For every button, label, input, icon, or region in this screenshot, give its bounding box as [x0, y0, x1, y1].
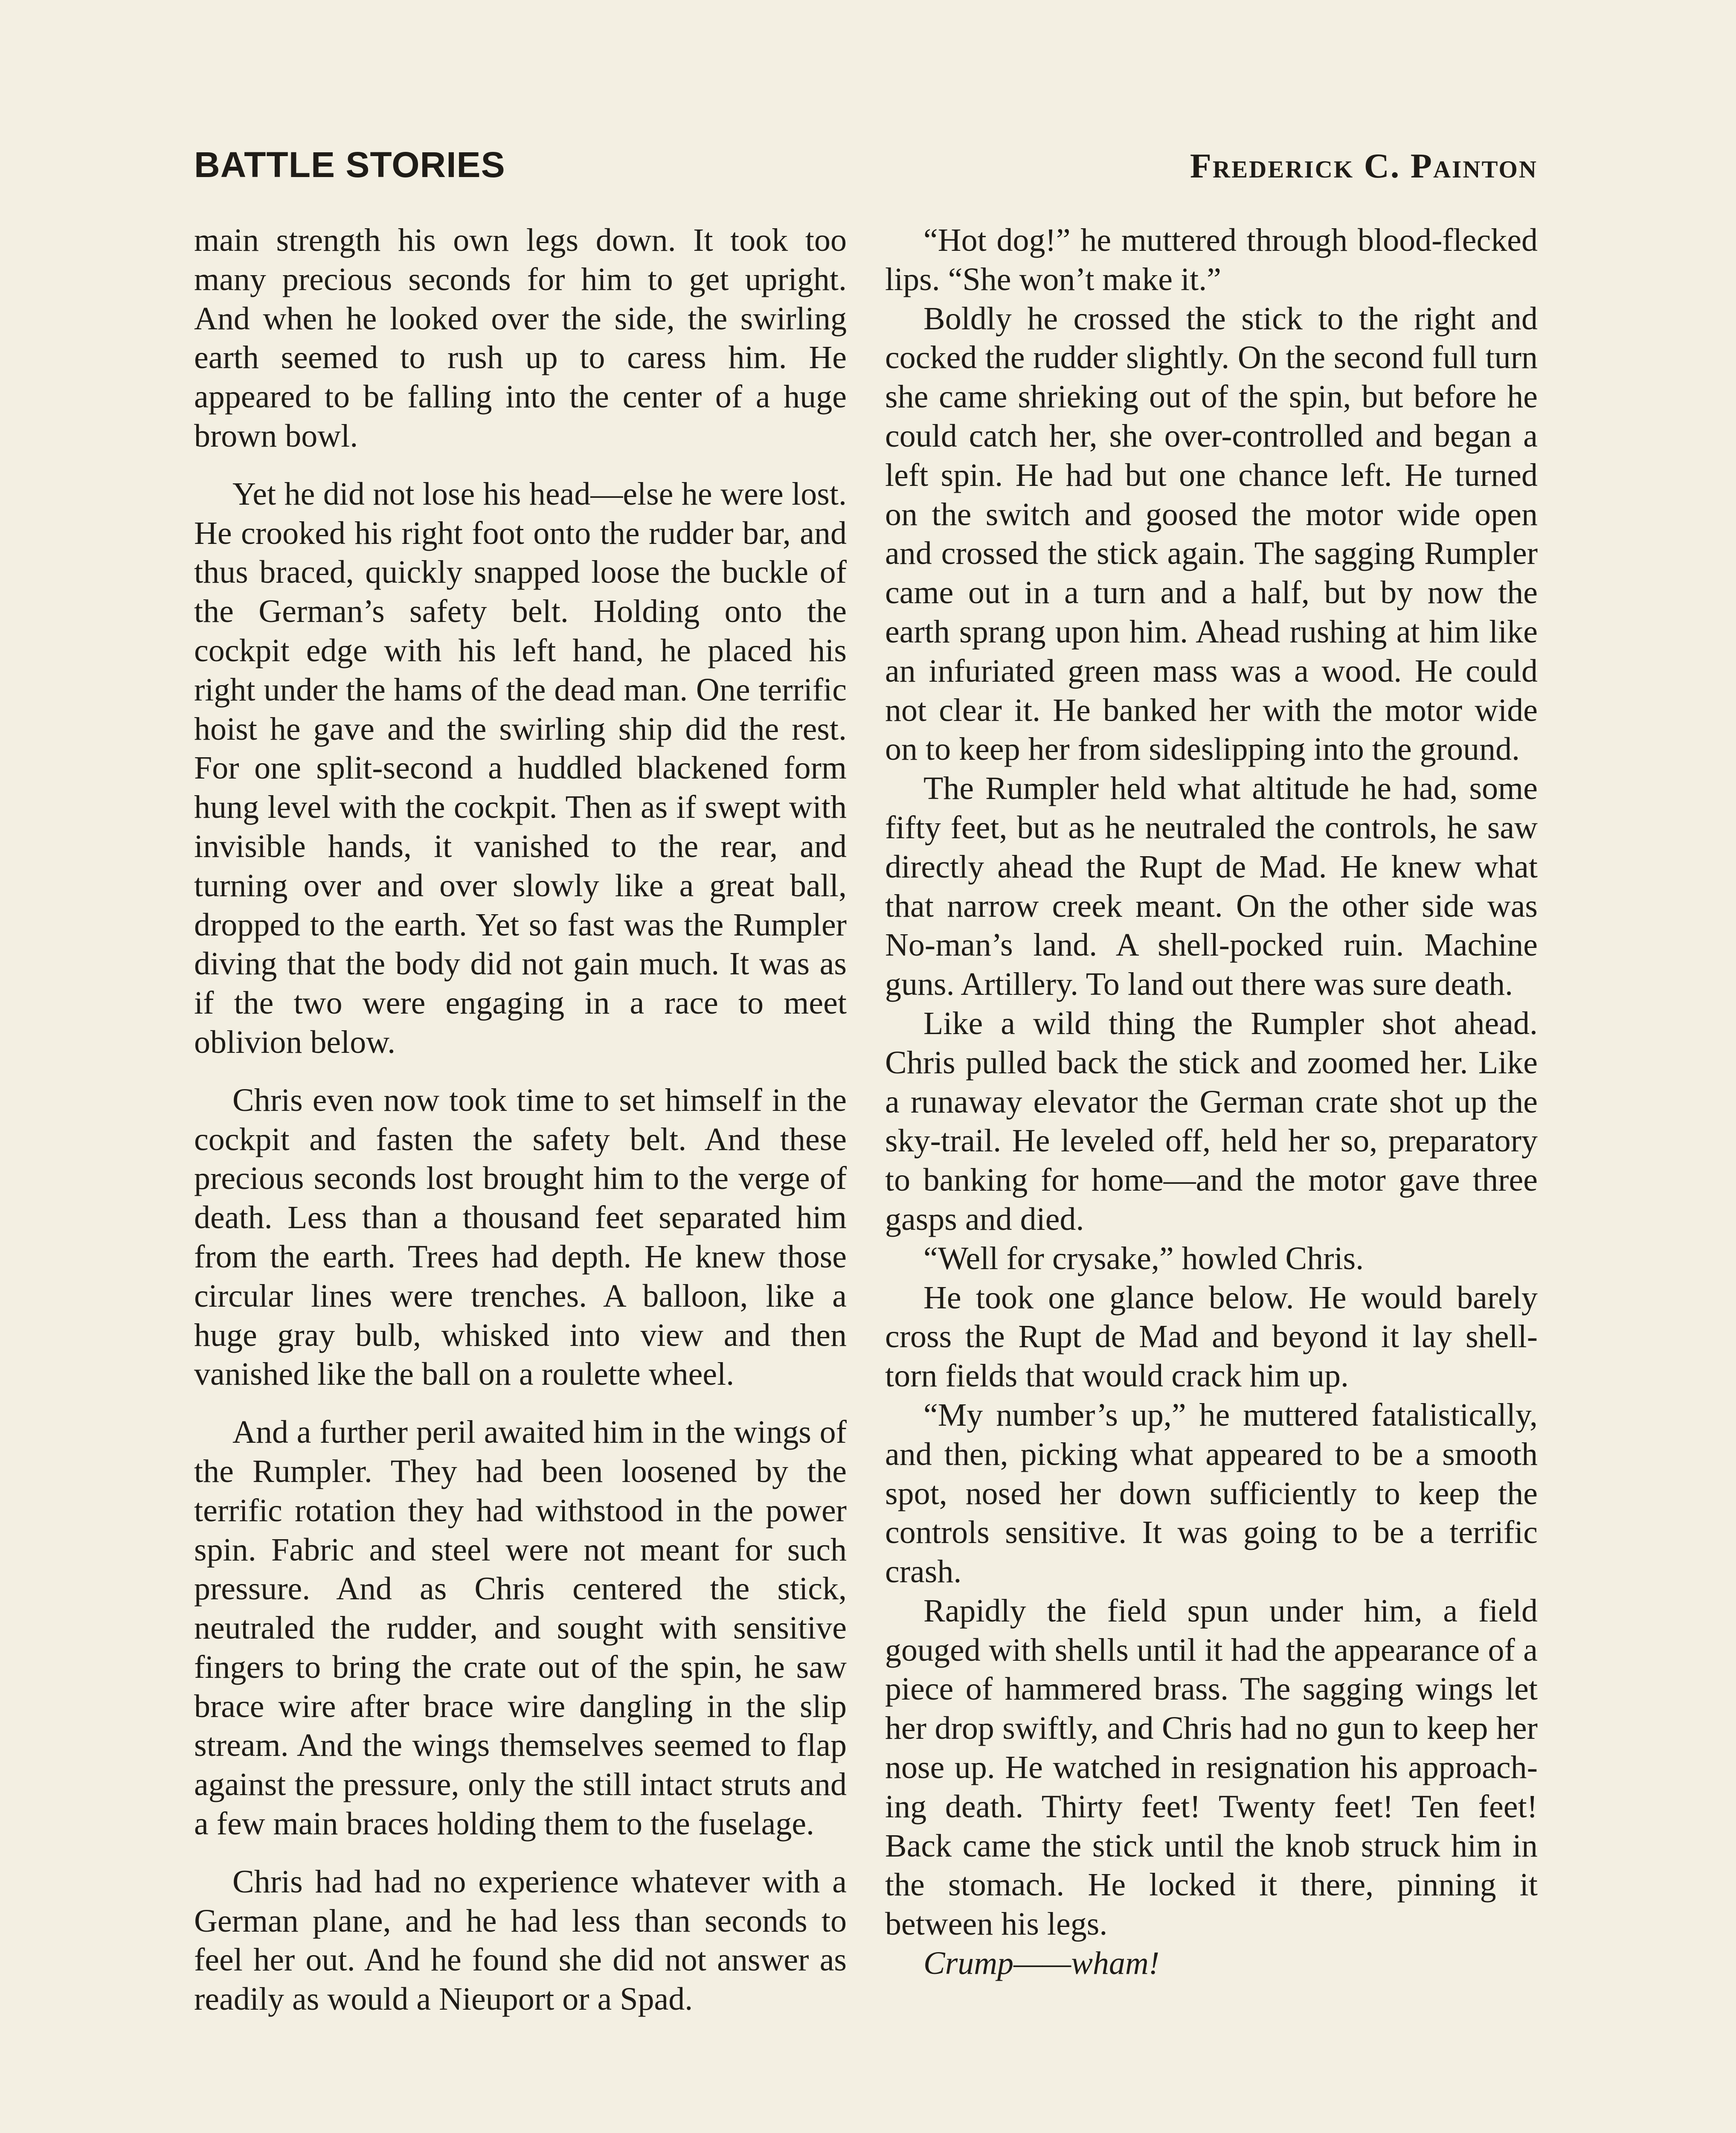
page-header [194, 144, 1538, 191]
paragraph: Like a wild thing the Rumpler shot ahead. Chris pulled back the stick and zoomed her. Like a runaway elevator the German crate shot up the sky-trail. He leveled off, held her so, preparatory to banking for home—and the motor gave three gasps and died. [885, 1005, 1538, 1237]
paragraph: “Well for crysake,” howled Chris. [923, 1240, 1364, 1276]
paragraph: The Rumpler held what altitude he had, some fifty feet, but as he neutraled the controls, he saw directly ahead the Rupt de Mad. He knew what that narrow creek meant. On the other side was No-man’s land. A shell-pocked ruin. Machine guns. Artillery. To land out there was sure death. [885, 770, 1538, 1003]
left-text-column [194, 221, 847, 2038]
paragraph: Boldly he crossed the stick to the right and cocked the rudder slightly. On the second full turn she came shrieking out of the spin, but before he could catch her, she over-controlled and began a left spin. He had but one chance left. He turned on the switch and goosed the motor wide open and crossed the stick again. The sagging Rumpler came out in a turn and a half, but by now the earth sprang upon him. Ahead rushing at him like an infuriated green mass was a wood. He could not clear it. He banked her with the motor wide on to keep her from sideslipping into the ground. [885, 300, 1538, 767]
paragraph: Rapidly the field spun under him, a field gouged with shells until it had the appearance of a piece of hammered brass. The sagging wings let her drop swiftly, and Chris had no gun to keep her nose up. He watched in resignation his approaching death. Thirty feet! Twenty feet! Ten feet! Back came the stick until the knob struck him in the stomach. He locked it there, pinning it between his legs. [885, 1592, 1538, 1942]
magazine-title: BATTLE STORIES [194, 145, 505, 185]
paragraph: And a further peril awaited him in the wings of the Rumpler. They had been loosened by the terrific rotation they had withstood in the power spin. Fabric and steel were not meant for such pressure. And as Chris centered the stick, neutraled the rudder, and sought with sensitive fingers to bring the crate out of the spin, he saw brace wire after brace wire dangling in the slip stream. And the wings themselves seemed to flap against the pressure, only the still intact struts and a few main braces holding them to the fuselage. [194, 1414, 847, 1842]
paragraph: main strength his own legs down. It took too many precious seconds for him to get upright. And when he looked over the side, the swirling earth seemed to rush up to caress him. He appeared to be falling into the center of a huge brown bowl. [194, 222, 847, 454]
author-name: Frederick C. Painton [1190, 146, 1538, 185]
paragraph: “Hot dog!” he muttered through blood-flecked lips. “She won’t make it.” [885, 222, 1538, 297]
paragraph: He took one glance below. He would barely cross the Rupt de Mad and beyond it lay shell-torn fields that would crack him up. [885, 1279, 1538, 1394]
right-text-column [885, 221, 1538, 1983]
paragraph: “My number’s up,” he muttered fatalistically, and then, picking what appeared to be a smooth spot, nosed her down sufficiently to keep the controls sensitive. It was going to be a terrific crash. [885, 1397, 1538, 1590]
paragraph: Chris even now took time to set himself in the cockpit and fasten the safety belt. And these precious seconds lost brought him to the verge of death. Less than a thousand feet separated him from the earth. Trees had depth. He knew those circular lines were trenches. A balloon, like a huge gray bulb, whisked into view and then vanished like the ball on a roulette wheel. [194, 1082, 847, 1392]
paragraph: Yet he did not lose his head—else he were lost. He crooked his right foot onto the rudder bar, and thus braced, quickly snapped loose the buckle of the German’s safety belt. Holding onto the cockpit edge with his left hand, he placed his right under the hams of the dead man. One terrific hoist he gave and the swirling ship did the rest. For one split-second a huddled blackened form hung level with the cockpit. Then as if swept with invisible hands, it vanished to the rear, and turning over and over slowly like a great ball, dropped to the earth. Yet so fast was the Rumpler diving that the body did not gain much. It was as if the two were engaging in a race to meet oblivion below. [194, 476, 847, 1060]
paragraph: Chris had had no experience whatever with a German plane, and he had less than seconds to feel her out. And he found she did not answer as readily as would a Nieuport or a Spad. [194, 1863, 847, 2017]
sound-effect-line: Crump——wham! [923, 1945, 1160, 1982]
